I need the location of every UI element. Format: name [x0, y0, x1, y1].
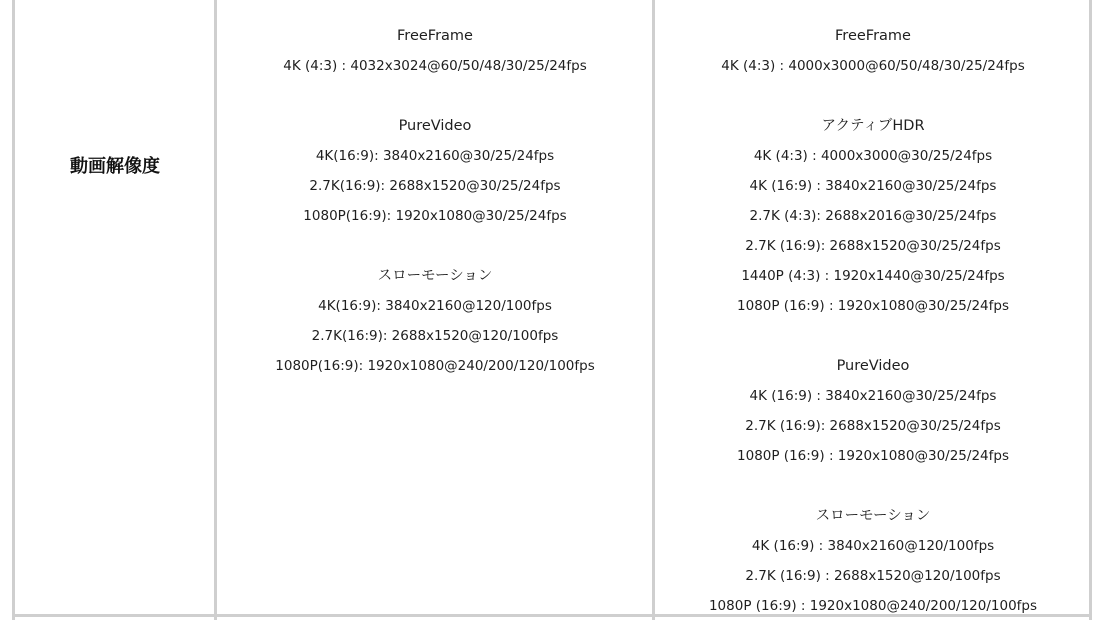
mode-heading: PureVideo	[398, 118, 472, 134]
resolution-line: 2.7K (16:9) : 2688x1520@120/100fps	[745, 568, 1001, 584]
mode-heading: アクティブHDR	[821, 118, 925, 134]
resolution-line: 4K (4:3) : 4000x3000@60/50/48/30/25/24fps	[721, 58, 1025, 74]
group-spacer	[656, 321, 1090, 351]
mode-heading: FreeFrame	[397, 28, 473, 44]
resolution-line: 1440P (4:3) : 1920x1440@30/25/24fps	[741, 268, 1005, 284]
resolution-line: 1080P (16:9) : 1920x1080@30/25/24fps	[737, 448, 1009, 464]
resolution-line: 1080P(16:9): 1920x1080@240/200/120/100fps	[275, 358, 595, 374]
group-spacer	[218, 231, 652, 261]
spec-column-1	[218, 21, 652, 381]
resolution-line: 4K(16:9): 3840x2160@120/100fps	[318, 298, 552, 314]
mode-heading: スローモーション	[377, 268, 493, 284]
resolution-line: 2.7K (16:9): 2688x1520@30/25/24fps	[745, 418, 1001, 434]
table-border-left	[12, 0, 15, 620]
group-spacer	[218, 81, 652, 111]
resolution-line: 1080P (16:9) : 1920x1080@240/200/120/100fps	[708, 598, 1038, 614]
resolution-line: 2.7K(16:9): 2688x1520@120/100fps	[311, 328, 559, 344]
resolution-line: 4K(16:9): 3840x2160@30/25/24fps	[315, 148, 555, 164]
table-border-divider-2	[652, 0, 655, 620]
resolution-line: 2.7K (4:3): 2688x2016@30/25/24fps	[749, 208, 997, 224]
resolution-line: 4K (4:3) : 4032x3024@60/50/48/30/25/24fps	[283, 58, 587, 74]
resolution-line: 2.7K (16:9): 2688x1520@30/25/24fps	[745, 238, 1001, 254]
resolution-line: 4K (4:3) : 4000x3000@30/25/24fps	[753, 148, 993, 164]
row-label-video-resolution: 動画解像度	[70, 156, 160, 177]
mode-heading: PureVideo	[836, 358, 910, 374]
resolution-line: 4K (16:9) : 3840x2160@30/25/24fps	[749, 388, 997, 404]
resolution-line: 4K (16:9) : 3840x2160@120/100fps	[751, 538, 995, 554]
mode-heading: スローモーション	[815, 508, 931, 524]
resolution-line: 4K (16:9) : 3840x2160@30/25/24fps	[749, 178, 997, 194]
group-spacer	[656, 81, 1090, 111]
resolution-line: 1080P (16:9) : 1920x1080@30/25/24fps	[737, 298, 1009, 314]
resolution-line: 2.7K(16:9): 2688x1520@30/25/24fps	[309, 178, 561, 194]
mode-heading: FreeFrame	[835, 28, 911, 44]
resolution-line: 1080P(16:9): 1920x1080@30/25/24fps	[303, 208, 567, 224]
table-border-divider-1	[214, 0, 217, 620]
spec-column-2	[656, 21, 1090, 621]
group-spacer	[656, 471, 1090, 501]
